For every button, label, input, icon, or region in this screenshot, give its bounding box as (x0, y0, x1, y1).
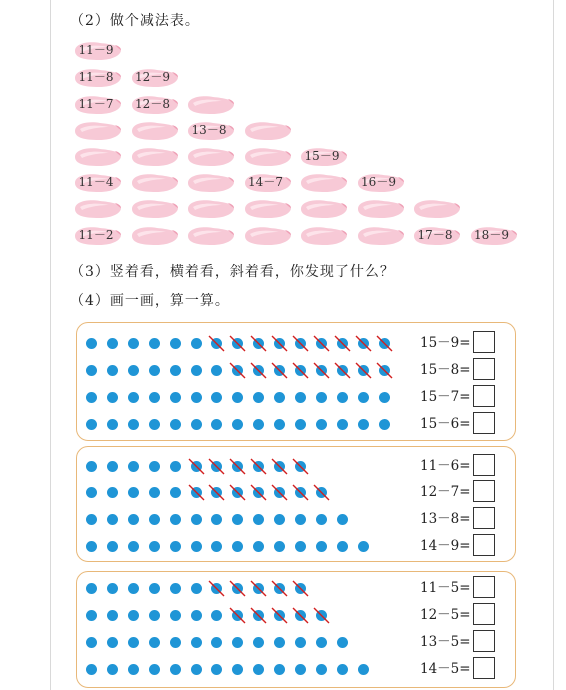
question-2-heading: （2）做个减法表。 (70, 13, 200, 29)
dot (86, 514, 97, 525)
dot (170, 637, 181, 648)
petal-expression (130, 198, 176, 219)
petal-cell-blank (73, 146, 123, 167)
petal-cell (73, 94, 123, 115)
petal-cell-blank (356, 198, 406, 219)
petal-cell-blank (73, 120, 123, 141)
dot (337, 419, 348, 430)
petal-expression: 13－8 (191, 123, 227, 137)
crossed-dot (232, 583, 243, 594)
petal-expression (243, 225, 289, 246)
petal-expression (299, 172, 345, 193)
dot (128, 637, 139, 648)
dot (337, 514, 348, 525)
crossed-dot (295, 487, 306, 498)
petal-cell-blank (299, 198, 349, 219)
crossed-dot (253, 487, 264, 498)
petal-expression: 17－8 (417, 228, 453, 242)
petal-expression (243, 120, 289, 141)
dot (170, 583, 181, 594)
petal-expression (130, 120, 176, 141)
dot (128, 664, 139, 675)
petal-expression (356, 225, 402, 246)
dot (149, 461, 160, 472)
petal-cell-blank (130, 172, 180, 193)
crossed-dot (274, 338, 285, 349)
petal-expression (186, 94, 232, 115)
petal-expression: 11－4 (78, 175, 114, 189)
dot (337, 541, 348, 552)
petal-cell-blank (243, 225, 293, 246)
answer-box[interactable] (473, 385, 495, 407)
petal-cell (73, 67, 123, 88)
dot (170, 610, 181, 621)
crossed-dot (274, 461, 285, 472)
dot (170, 461, 181, 472)
dot (191, 583, 202, 594)
crossed-dot (295, 338, 306, 349)
dot (358, 419, 369, 430)
crossed-dot (232, 487, 243, 498)
crossed-dot (337, 365, 348, 376)
dot (170, 541, 181, 552)
question-3-heading: （3）竖着看，横着看，斜着看，你发现了什么？ (70, 264, 395, 280)
dot (191, 610, 202, 621)
equation-label: 15－6= (420, 416, 471, 432)
petal-cell-blank (186, 198, 236, 219)
petal-cell-blank (186, 172, 236, 193)
equation-label: 11－6= (420, 458, 471, 474)
petal-expression (130, 225, 176, 246)
petal-expression: 15－9 (304, 149, 340, 163)
petal-expression (73, 146, 119, 167)
dot (149, 392, 160, 403)
dot (86, 392, 97, 403)
dot (107, 541, 118, 552)
dot (107, 610, 118, 621)
crossed-dot (191, 461, 202, 472)
dot (191, 419, 202, 430)
dot (128, 610, 139, 621)
petal-cell-blank (356, 225, 406, 246)
dot (86, 338, 97, 349)
petal-expression (186, 225, 232, 246)
crossed-dot (253, 610, 264, 621)
dot (191, 338, 202, 349)
dot (295, 541, 306, 552)
answer-box[interactable] (473, 657, 495, 679)
crossed-dot (379, 338, 390, 349)
dot (295, 419, 306, 430)
dot (107, 583, 118, 594)
petal-expression (186, 146, 232, 167)
dot (358, 541, 369, 552)
dot (191, 637, 202, 648)
answer-box[interactable] (473, 576, 495, 598)
dot (86, 664, 97, 675)
equation-label: 15－8= (420, 362, 471, 378)
dot (316, 419, 327, 430)
crossed-dot (232, 338, 243, 349)
equation-label: 14－9= (420, 538, 471, 554)
dot (86, 637, 97, 648)
petal-expression (130, 172, 176, 193)
answer-box[interactable] (473, 454, 495, 476)
dot (358, 392, 369, 403)
dot (128, 338, 139, 349)
petal-cell (412, 225, 462, 246)
crossed-dot (316, 365, 327, 376)
dot (128, 487, 139, 498)
dot (128, 365, 139, 376)
crossed-dot (316, 610, 327, 621)
dot (149, 664, 160, 675)
dot (170, 664, 181, 675)
dot (107, 514, 118, 525)
petal-expression: 11－8 (78, 70, 114, 84)
equation-label: 13－8= (420, 511, 471, 527)
dot (107, 664, 118, 675)
answer-box[interactable] (473, 480, 495, 502)
petal-expression (186, 198, 232, 219)
dot (128, 419, 139, 430)
equation-label: 15－9= (420, 335, 471, 351)
crossed-dot (337, 338, 348, 349)
crossed-dot (358, 365, 369, 376)
petal-cell-blank (299, 225, 349, 246)
crossed-dot (211, 487, 222, 498)
equation-label: 13－5= (420, 634, 471, 650)
crossed-dot (232, 461, 243, 472)
petal-cell-blank (412, 198, 462, 219)
crossed-dot (295, 610, 306, 621)
answer-box[interactable] (473, 630, 495, 652)
petal-cell-blank (186, 94, 236, 115)
crossed-dot (295, 461, 306, 472)
petal-expression: 18－9 (474, 228, 509, 242)
equation-label: 11－5= (420, 580, 471, 596)
petal-cell (73, 225, 123, 246)
crossed-dot (253, 461, 264, 472)
crossed-dot (211, 583, 222, 594)
dot (86, 610, 97, 621)
answer-box[interactable] (473, 331, 495, 353)
dot (149, 583, 160, 594)
dot (191, 392, 202, 403)
petal-cell-blank (130, 120, 180, 141)
dot (149, 514, 160, 525)
equation-label: 15－7= (420, 389, 471, 405)
petal-expression (243, 198, 289, 219)
dot (170, 487, 181, 498)
answer-box[interactable] (473, 534, 495, 556)
crossed-dot (274, 583, 285, 594)
dot (379, 419, 390, 430)
dot (86, 583, 97, 594)
dot (170, 338, 181, 349)
dot (170, 514, 181, 525)
dot (358, 664, 369, 675)
dot (316, 541, 327, 552)
dot (149, 637, 160, 648)
dot (149, 541, 160, 552)
equation-label: 14－5= (420, 661, 471, 677)
petal-cell-blank (243, 146, 293, 167)
crossed-dot (253, 583, 264, 594)
dot (191, 541, 202, 552)
crossed-dot (379, 365, 390, 376)
petal-expression (356, 198, 402, 219)
equation-label: 12－5= (420, 607, 471, 623)
petal-expression: 11－7 (78, 97, 114, 111)
dot (128, 583, 139, 594)
dot (295, 664, 306, 675)
crossed-dot (253, 338, 264, 349)
petal-cell-blank (243, 120, 293, 141)
crossed-dot (274, 610, 285, 621)
crossed-dot (358, 338, 369, 349)
dot (295, 514, 306, 525)
dot (316, 664, 327, 675)
answer-box[interactable] (473, 412, 495, 434)
dot (107, 487, 118, 498)
petal-cell-blank (130, 146, 180, 167)
dot (316, 637, 327, 648)
petal-expression (130, 146, 176, 167)
dot (170, 365, 181, 376)
petal-expression: 14－7 (248, 175, 283, 189)
crossed-dot (232, 610, 243, 621)
petal-cell (73, 40, 123, 61)
dot (86, 461, 97, 472)
petal-cell-blank (73, 198, 123, 219)
dot (128, 514, 139, 525)
dot (128, 461, 139, 472)
page-margin-line-left (50, 0, 51, 690)
petal-cell (186, 120, 236, 141)
crossed-dot (191, 487, 202, 498)
dot (170, 419, 181, 430)
petal-cell (73, 172, 123, 193)
dot (191, 664, 202, 675)
petal-expression: 12－9 (135, 70, 170, 84)
dot (295, 392, 306, 403)
petal-expression: 16－9 (361, 175, 396, 189)
dot (107, 461, 118, 472)
petal-cell (130, 67, 180, 88)
dot (170, 392, 181, 403)
petal-expression (412, 198, 458, 219)
crossed-dot (232, 365, 243, 376)
dot (316, 514, 327, 525)
answer-box[interactable] (473, 507, 495, 529)
dot (191, 514, 202, 525)
dot (107, 392, 118, 403)
dot (295, 637, 306, 648)
dot (149, 610, 160, 621)
dot (86, 487, 97, 498)
crossed-dot (295, 583, 306, 594)
crossed-dot (316, 487, 327, 498)
petal-cell-blank (243, 198, 293, 219)
petal-cell (130, 94, 180, 115)
dot (107, 419, 118, 430)
dot (149, 365, 160, 376)
petal-expression (299, 198, 345, 219)
dot (86, 541, 97, 552)
crossed-dot (274, 487, 285, 498)
dot (149, 487, 160, 498)
dot (107, 637, 118, 648)
petal-cell (469, 225, 519, 246)
dot (86, 365, 97, 376)
dot (128, 392, 139, 403)
petal-expression: 11－9 (78, 43, 114, 57)
petal-cell (356, 172, 406, 193)
petal-cell (299, 146, 349, 167)
answer-box[interactable] (473, 358, 495, 380)
petal-cell-blank (299, 172, 349, 193)
dot (107, 338, 118, 349)
dot (149, 419, 160, 430)
petal-cell-blank (186, 225, 236, 246)
crossed-dot (253, 365, 264, 376)
petal-expression (186, 172, 232, 193)
dot (149, 338, 160, 349)
petal-expression: 12－8 (135, 97, 170, 111)
petal-cell-blank (130, 225, 180, 246)
petal-cell-blank (186, 146, 236, 167)
petal-expression (299, 225, 345, 246)
petal-expression (73, 120, 119, 141)
answer-box[interactable] (473, 603, 495, 625)
petal-cell (243, 172, 293, 193)
equation-label: 12－7= (420, 484, 471, 500)
crossed-dot (211, 338, 222, 349)
dot (337, 392, 348, 403)
crossed-dot (274, 365, 285, 376)
dot (316, 392, 327, 403)
crossed-dot (316, 338, 327, 349)
petal-expression (73, 198, 119, 219)
question-4-heading: （4）画一画，算一算。 (70, 293, 230, 309)
dot (379, 392, 390, 403)
petal-expression: 11－2 (78, 228, 114, 242)
dot (86, 419, 97, 430)
dot (128, 541, 139, 552)
page-margin-line-right (553, 0, 554, 690)
dot (337, 637, 348, 648)
crossed-dot (295, 365, 306, 376)
crossed-dot (211, 461, 222, 472)
dot (191, 365, 202, 376)
dot (107, 365, 118, 376)
petal-cell-blank (130, 198, 180, 219)
petal-expression (243, 146, 289, 167)
dot (337, 664, 348, 675)
